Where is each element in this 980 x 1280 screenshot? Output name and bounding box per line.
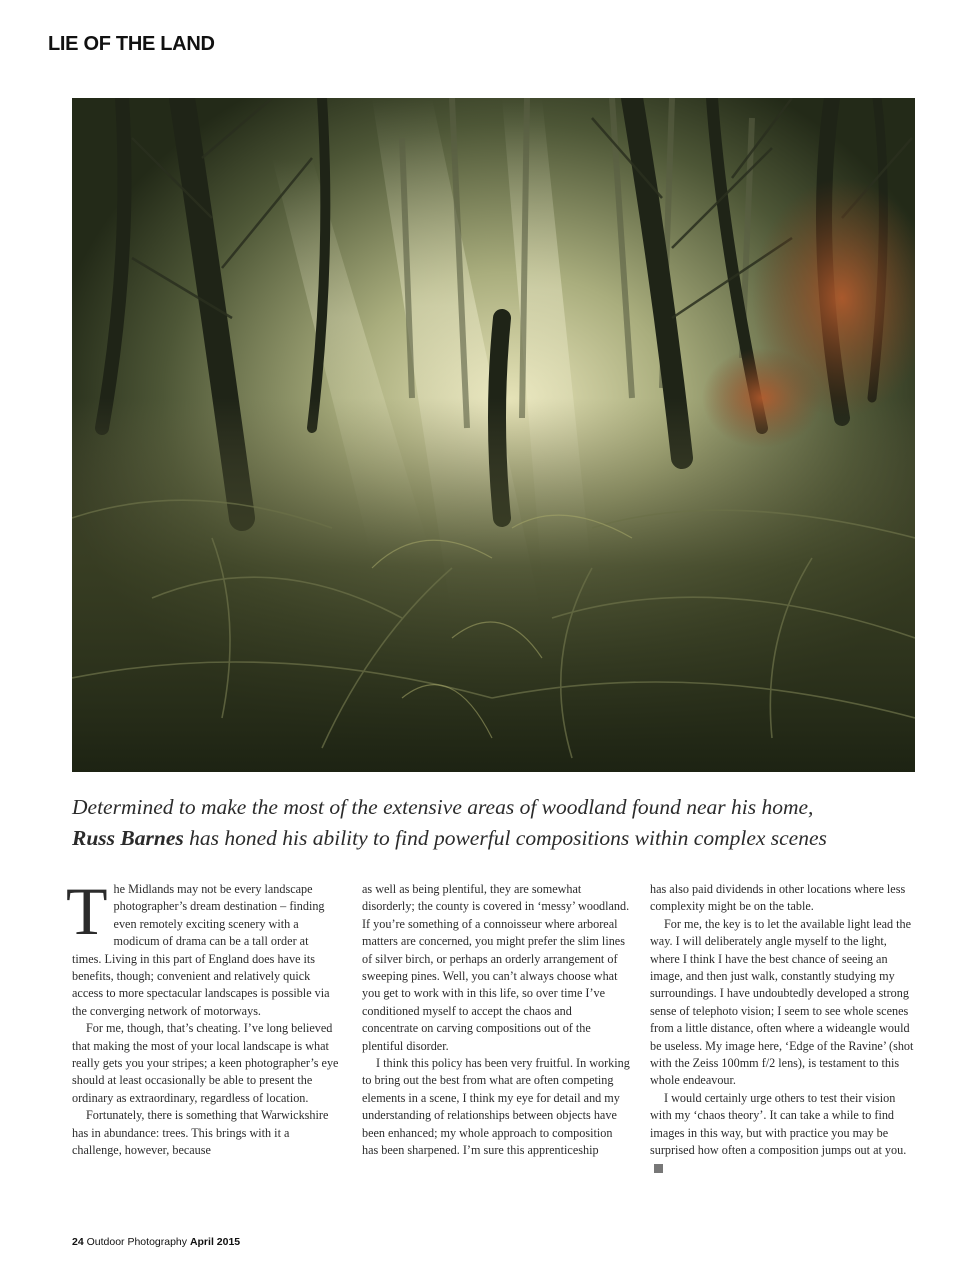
issue-date: April 2015 [189, 1236, 241, 1248]
drop-cap: T [66, 873, 108, 949]
paragraph: I think this policy has been very fruitful. In working to bring out the best from what are often competing elements in a scene, I think my eye for detail and my understanding of relationships between objects have been enhanced; my whole approach to composition has been sharpened. I’m sure this apprenticeship [362, 1056, 630, 1158]
paragraph: as well as being plentiful, they are somewhat disorderly; the county is covered in ‘messy’ woodland. If you’re something of a connoisseur where arboreal matters are concerned, you might prefer the slim lines of silver birch, or perhaps an orderly arrangement of sweeping pines. Well, you can’t always choose what you get to work with in this life, so over time I’ve conditioned myself to accept the chaos and concentrate on carving compositions out of the plentiful disorder. [362, 882, 630, 1053]
page-number: 24 [72, 1236, 84, 1248]
standfirst [72, 792, 922, 854]
paragraph [66, 873, 340, 1020]
woodland-photo [72, 98, 915, 772]
section-label: LIE OF THE LAND [48, 33, 215, 55]
woodland-illustration [72, 98, 915, 772]
article-column-2 [362, 881, 630, 1160]
end-mark-icon [654, 1164, 663, 1173]
paragraph: For me, the key is to let the available light lead the way. I will deliberately angle myself to the light, where I think I have the best chance of seeing an image, and then just walk, constantly studying my surroundings. I have undoubtedly developed a strong sense of telephoto vision; I seem to see whole scenes from a little distance, often where a wideangle would be useless. My image here, ‘Edge of the Ravine’ (shot with the Zeiss 100mm f/2 lens), is testament to this whole endeavour. [650, 916, 914, 1088]
paragraph: For me, though, that’s cheating. I’ve long believed that making the most of your local landscape is what really gets you your stripes; a keen photographer’s eye should at least occasionally be able to present the ordinary as extraordinary, regardless of location. [72, 1021, 339, 1105]
paragraph-text: he Midlands may not be every landscape photographer’s dream destination – finding even remotely exciting scenery with a modicum of drama can be a tall order at times. Living in this part of England does have its benefits, though; convenient and relatively quick access to more spectacular landscapes is possible via the converging network of motorways. [72, 882, 330, 1018]
paragraph: Fortunately, there is something that Warwickshire has in abundance: trees. This brings with it a challenge, however, because [72, 1108, 329, 1158]
paragraph [650, 1090, 918, 1177]
standfirst-line-2: has honed his ability to find powerful compositions within complex scenes [183, 826, 827, 850]
article-column-3 [650, 881, 918, 1177]
author-name: Russ Barnes [72, 826, 184, 850]
magazine-name: Outdoor Photography [86, 1236, 188, 1248]
paragraph: has also paid dividends in other locations where less complexity might be on the table. [650, 882, 906, 914]
paragraph-text: I would certainly urge others to test their vision with my ‘chaos theory’. It can take a while to find images in this way, but with practice you may be surprised how often a composition jumps out at you. [650, 1090, 907, 1158]
article-column-1 [66, 873, 340, 1160]
standfirst-line-1: Determined to make the most of the extensive areas of woodland found near his home, [72, 795, 814, 819]
page-footer [72, 1236, 240, 1248]
